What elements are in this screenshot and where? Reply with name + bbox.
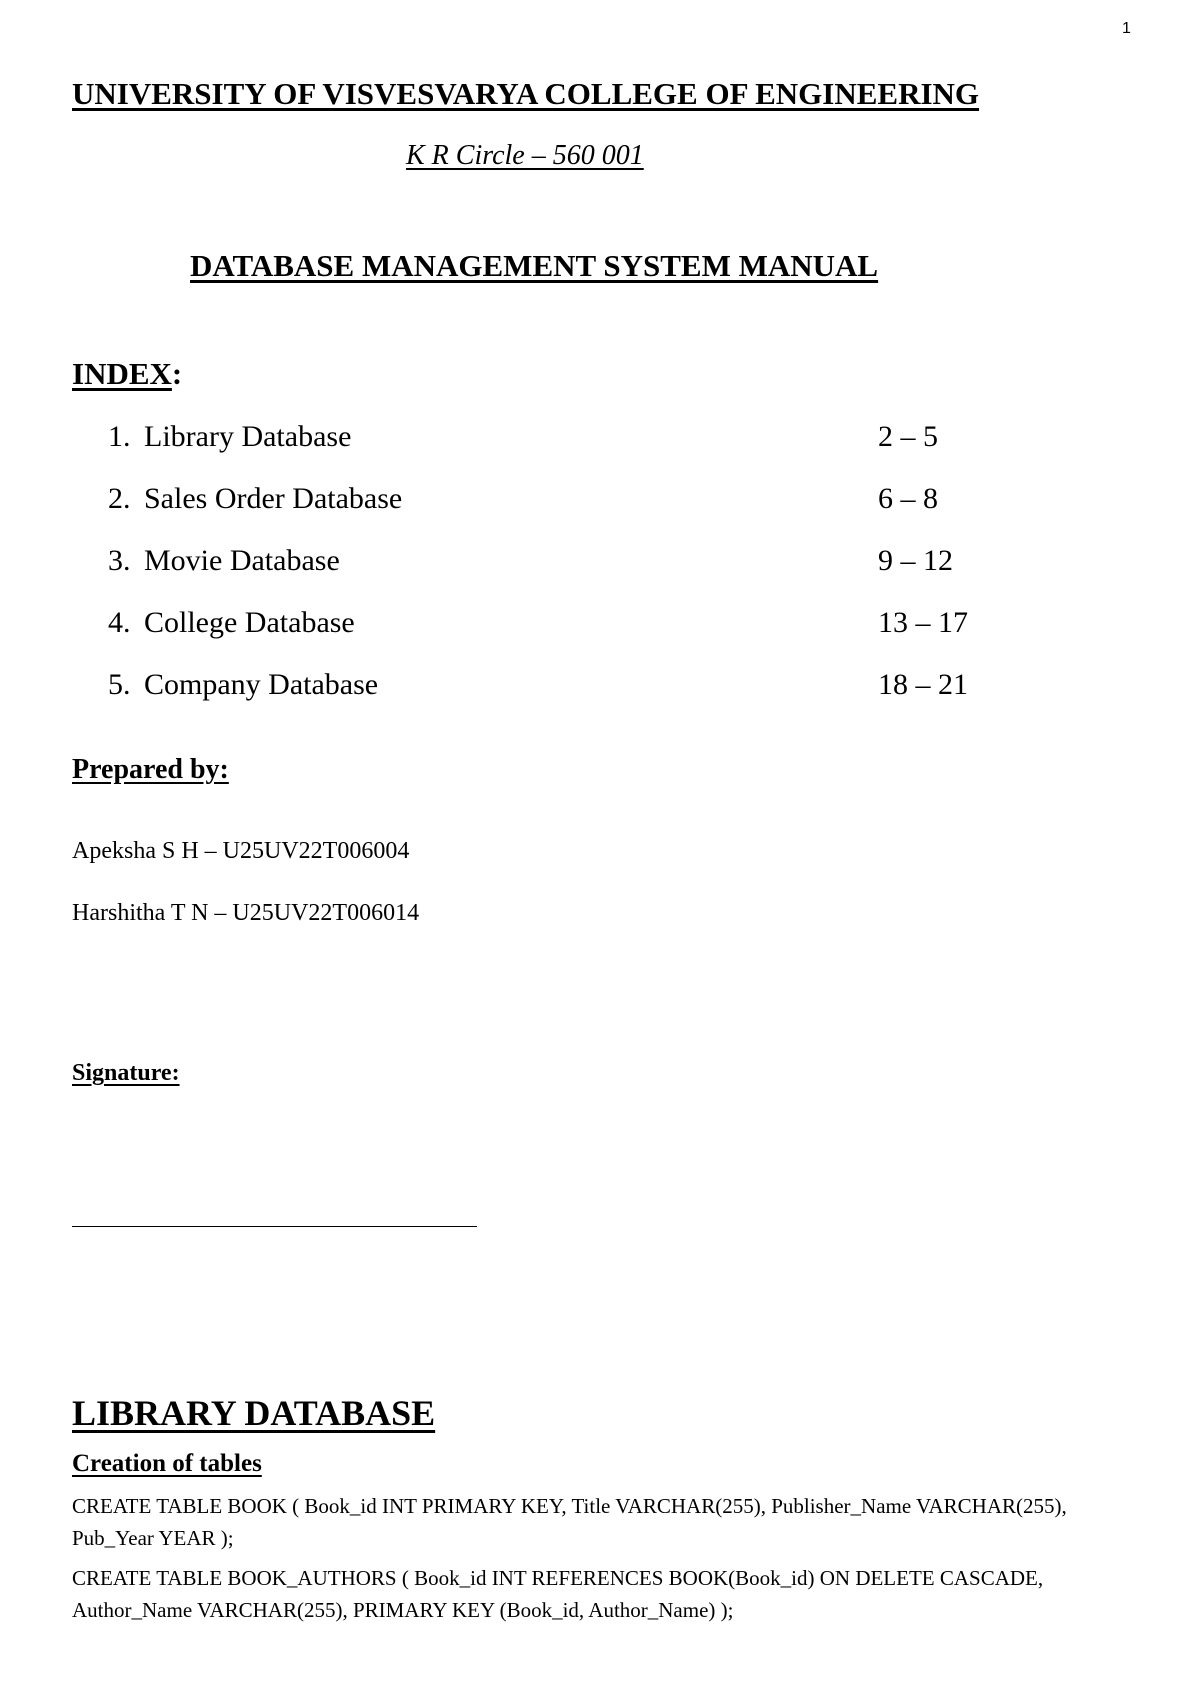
section-title: LIBRARY DATABASE <box>72 1393 436 1433</box>
page-number: 1 <box>1122 20 1131 37</box>
index-item-number: 4. <box>108 606 131 639</box>
index-item-pages: 2 – 5 <box>878 420 938 453</box>
index-item-number: 3. <box>108 544 131 577</box>
university-address: K R Circle – 560 001 <box>406 140 644 171</box>
index-item-pages: 6 – 8 <box>878 482 938 515</box>
index-item-number: 1. <box>108 420 131 453</box>
index-item-name: College Database <box>144 606 355 639</box>
index-heading <box>72 356 182 392</box>
index-item-name: Company Database <box>144 668 379 701</box>
index-item-pages: 9 – 12 <box>878 544 953 577</box>
author-line: Apeksha S H – U25UV22T006004 <box>72 838 410 864</box>
author-line: Harshitha T N – U25UV22T006014 <box>72 900 420 926</box>
signature-heading: Signature: <box>72 1060 180 1086</box>
index-item-name: Sales Order Database <box>144 482 403 515</box>
index-item <box>72 668 1072 730</box>
university-title: UNIVERSITY OF VISVESVARYA COLLEGE OF ENGINEERING <box>72 76 980 111</box>
index-item-pages: 18 – 21 <box>878 668 968 701</box>
sql-statement: CREATE TABLE BOOK_AUTHORS ( Book_id INT REFERENCES BOOK(Book_id) ON DELETE CASCADE, Author_Name VARCHAR(255), PRIMARY KEY (Book_id, Author_Name) ); <box>72 1566 1044 1622</box>
index-item <box>72 482 1072 544</box>
index-item-number: 5. <box>108 668 131 701</box>
index-item-name: Library Database <box>144 420 352 453</box>
signature-line <box>72 1226 477 1227</box>
index-item-number: 2. <box>108 482 131 515</box>
index-list <box>72 420 1072 730</box>
index-item <box>72 420 1072 482</box>
subsection-title: Creation of tables <box>72 1450 262 1477</box>
index-heading-label: INDEX <box>72 356 172 391</box>
index-item <box>72 606 1072 668</box>
prepared-by-heading: Prepared by: <box>72 754 229 785</box>
index-item-pages: 13 – 17 <box>878 606 968 639</box>
index-item-name: Movie Database <box>144 544 340 577</box>
manual-title: DATABASE MANAGEMENT SYSTEM MANUAL <box>190 248 879 283</box>
index-heading-colon: : <box>171 356 183 391</box>
sql-statement: CREATE TABLE BOOK ( Book_id INT PRIMARY KEY, Title VARCHAR(255), Publisher_Name VARCHAR(255), Pub_Year YEAR ); <box>72 1494 1067 1550</box>
index-item <box>72 544 1072 606</box>
